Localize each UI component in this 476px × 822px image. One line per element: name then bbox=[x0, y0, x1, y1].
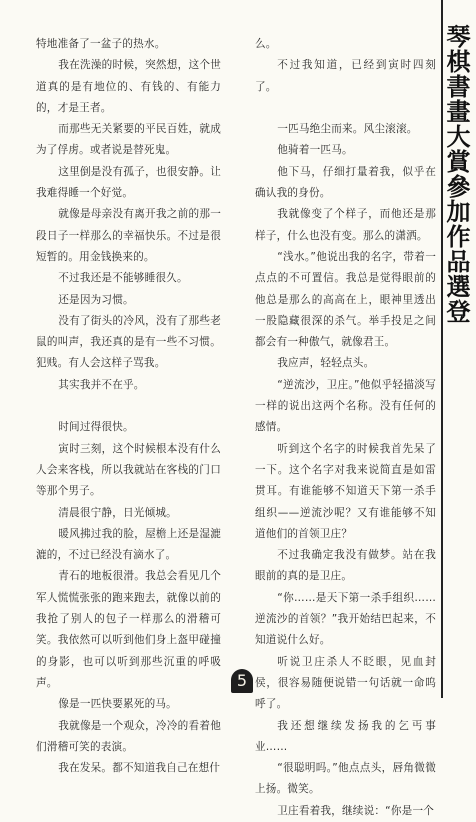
paragraph: 没有了街头的冷风，没有了那些老鼠的叫声，我还真的是有一些不习惯。犯贱。有人会这样子骂我。 bbox=[36, 314, 221, 370]
paragraph: 卫庄看着我，继续说：“你是一个 bbox=[277, 804, 435, 817]
paragraph: “浅水。”他说出我的名字，带着一点点的不可置信。我总是觉得眼前的他总是那么的高高在上，眼神里透出一股隐藏很深的杀气。举手投足之间都会有一种傲气，就像君王。 bbox=[255, 250, 436, 349]
paragraph: 其实我并不在乎。 bbox=[58, 378, 145, 391]
paragraph: 而那些无关紧要的平民百姓，就成为了俘虏。或者说是替死鬼。 bbox=[36, 123, 221, 157]
paragraph: 特地准备了一盆子的热水。 bbox=[36, 38, 166, 50]
paragraph: “你……是天下第一杀手组织……逆流沙的首领？”我开始结巴起来，不知道说什么好。 bbox=[255, 591, 436, 647]
paragraph: “逆流沙，卫庄。”他似乎轻描淡写一样的说出这两个名称。没有任何的感情。 bbox=[255, 378, 436, 434]
paragraph: 青石的地板很滑。我总会看见几个军人慌慌张张的跑来跑去，就像以前的我抢了别人的包子一样那么的滑稽可笑。我依然可以听到他们身上盔甲碰撞的身影，也可以听到那些沉重的呼吸声。 bbox=[36, 570, 221, 689]
paragraph: 我就像变了个样子，而他还是那样子，什么也没有变。那么的潇洒。 bbox=[255, 208, 436, 242]
paragraph: “很聪明吗。”他点点头，唇角微微上扬。微笑。 bbox=[255, 762, 436, 796]
paragraph: 听说卫庄杀人不眨眼，见血封侯，很容易随便说错一句话就一命呜呼了。 bbox=[255, 655, 436, 711]
paragraph: 像是一匹快要累死的马。 bbox=[58, 698, 177, 711]
paragraph: 暖风拂过我的脸，屋檐上还是湿漉漉的，不过已经没有滴水了。 bbox=[36, 527, 221, 562]
right-text-column bbox=[255, 34, 436, 822]
paragraph: 还是因为习惯。 bbox=[58, 293, 134, 306]
paragraph bbox=[36, 396, 221, 417]
paragraph: 么。 bbox=[255, 38, 277, 50]
paragraph: 听到这个名字的时候我首先呆了一下。这个名字对我来说简直是如雷贯耳。有谁能够不知道天下第一杀手组织——逆流沙呢？又有谁能够不知道他们的首领卫庄？ bbox=[255, 442, 436, 540]
paragraph: 不过我确定我没有做梦。站在我眼前的真的是卫庄。 bbox=[255, 549, 436, 583]
paragraph: 时间过得很快。 bbox=[58, 421, 134, 434]
paragraph: 我就像是一个观众，冷冷的看着他们滑稽可笑的表演。 bbox=[36, 719, 221, 753]
paragraph: 这里倒是没有孤子，也很安静。让我难得睡一个好觉。 bbox=[36, 165, 221, 200]
paragraph: 寅时三刻，这个时候根本没有什么人会来客栈，所以我就站在客栈的门口等那个男子。 bbox=[36, 442, 221, 498]
paragraph: 清晨很宁静，日光倾城。 bbox=[58, 506, 177, 519]
paragraph: 我在洗澡的时候，突然想，这个世道真的是有地位的、有钱的、有能力的，才是王者。 bbox=[36, 59, 221, 114]
paragraph: 一匹马绝尘而来。风尘滚滚。 bbox=[277, 123, 418, 136]
paragraph: 我还想继续发扬我的乞丐事业…… bbox=[255, 719, 436, 753]
paragraph: 他下马，仔细打量着我，似乎在确认我的身份。 bbox=[255, 165, 436, 200]
paragraph: 就像是母亲没有离开我之前的那一段日子一样那么的幸福快乐。不过是很短暂的。用金钱换来的。 bbox=[36, 208, 221, 263]
paragraph: 我在发呆。都不知道我自己在想什 bbox=[58, 762, 221, 775]
paragraph bbox=[255, 98, 436, 119]
paragraph: 我应声，轻轻点头。 bbox=[277, 357, 375, 370]
paragraph: 不过我知道，已经到寅时四刻了。 bbox=[255, 59, 436, 93]
page-number: 5 bbox=[231, 669, 253, 693]
side-title: 琴棋書畫大賞參加作品選登 bbox=[442, 24, 470, 324]
left-text-column bbox=[36, 34, 221, 779]
paragraph: 不过我还是不能够睡很久。 bbox=[58, 272, 188, 285]
paragraph: 他骑着一匹马。 bbox=[277, 144, 353, 157]
